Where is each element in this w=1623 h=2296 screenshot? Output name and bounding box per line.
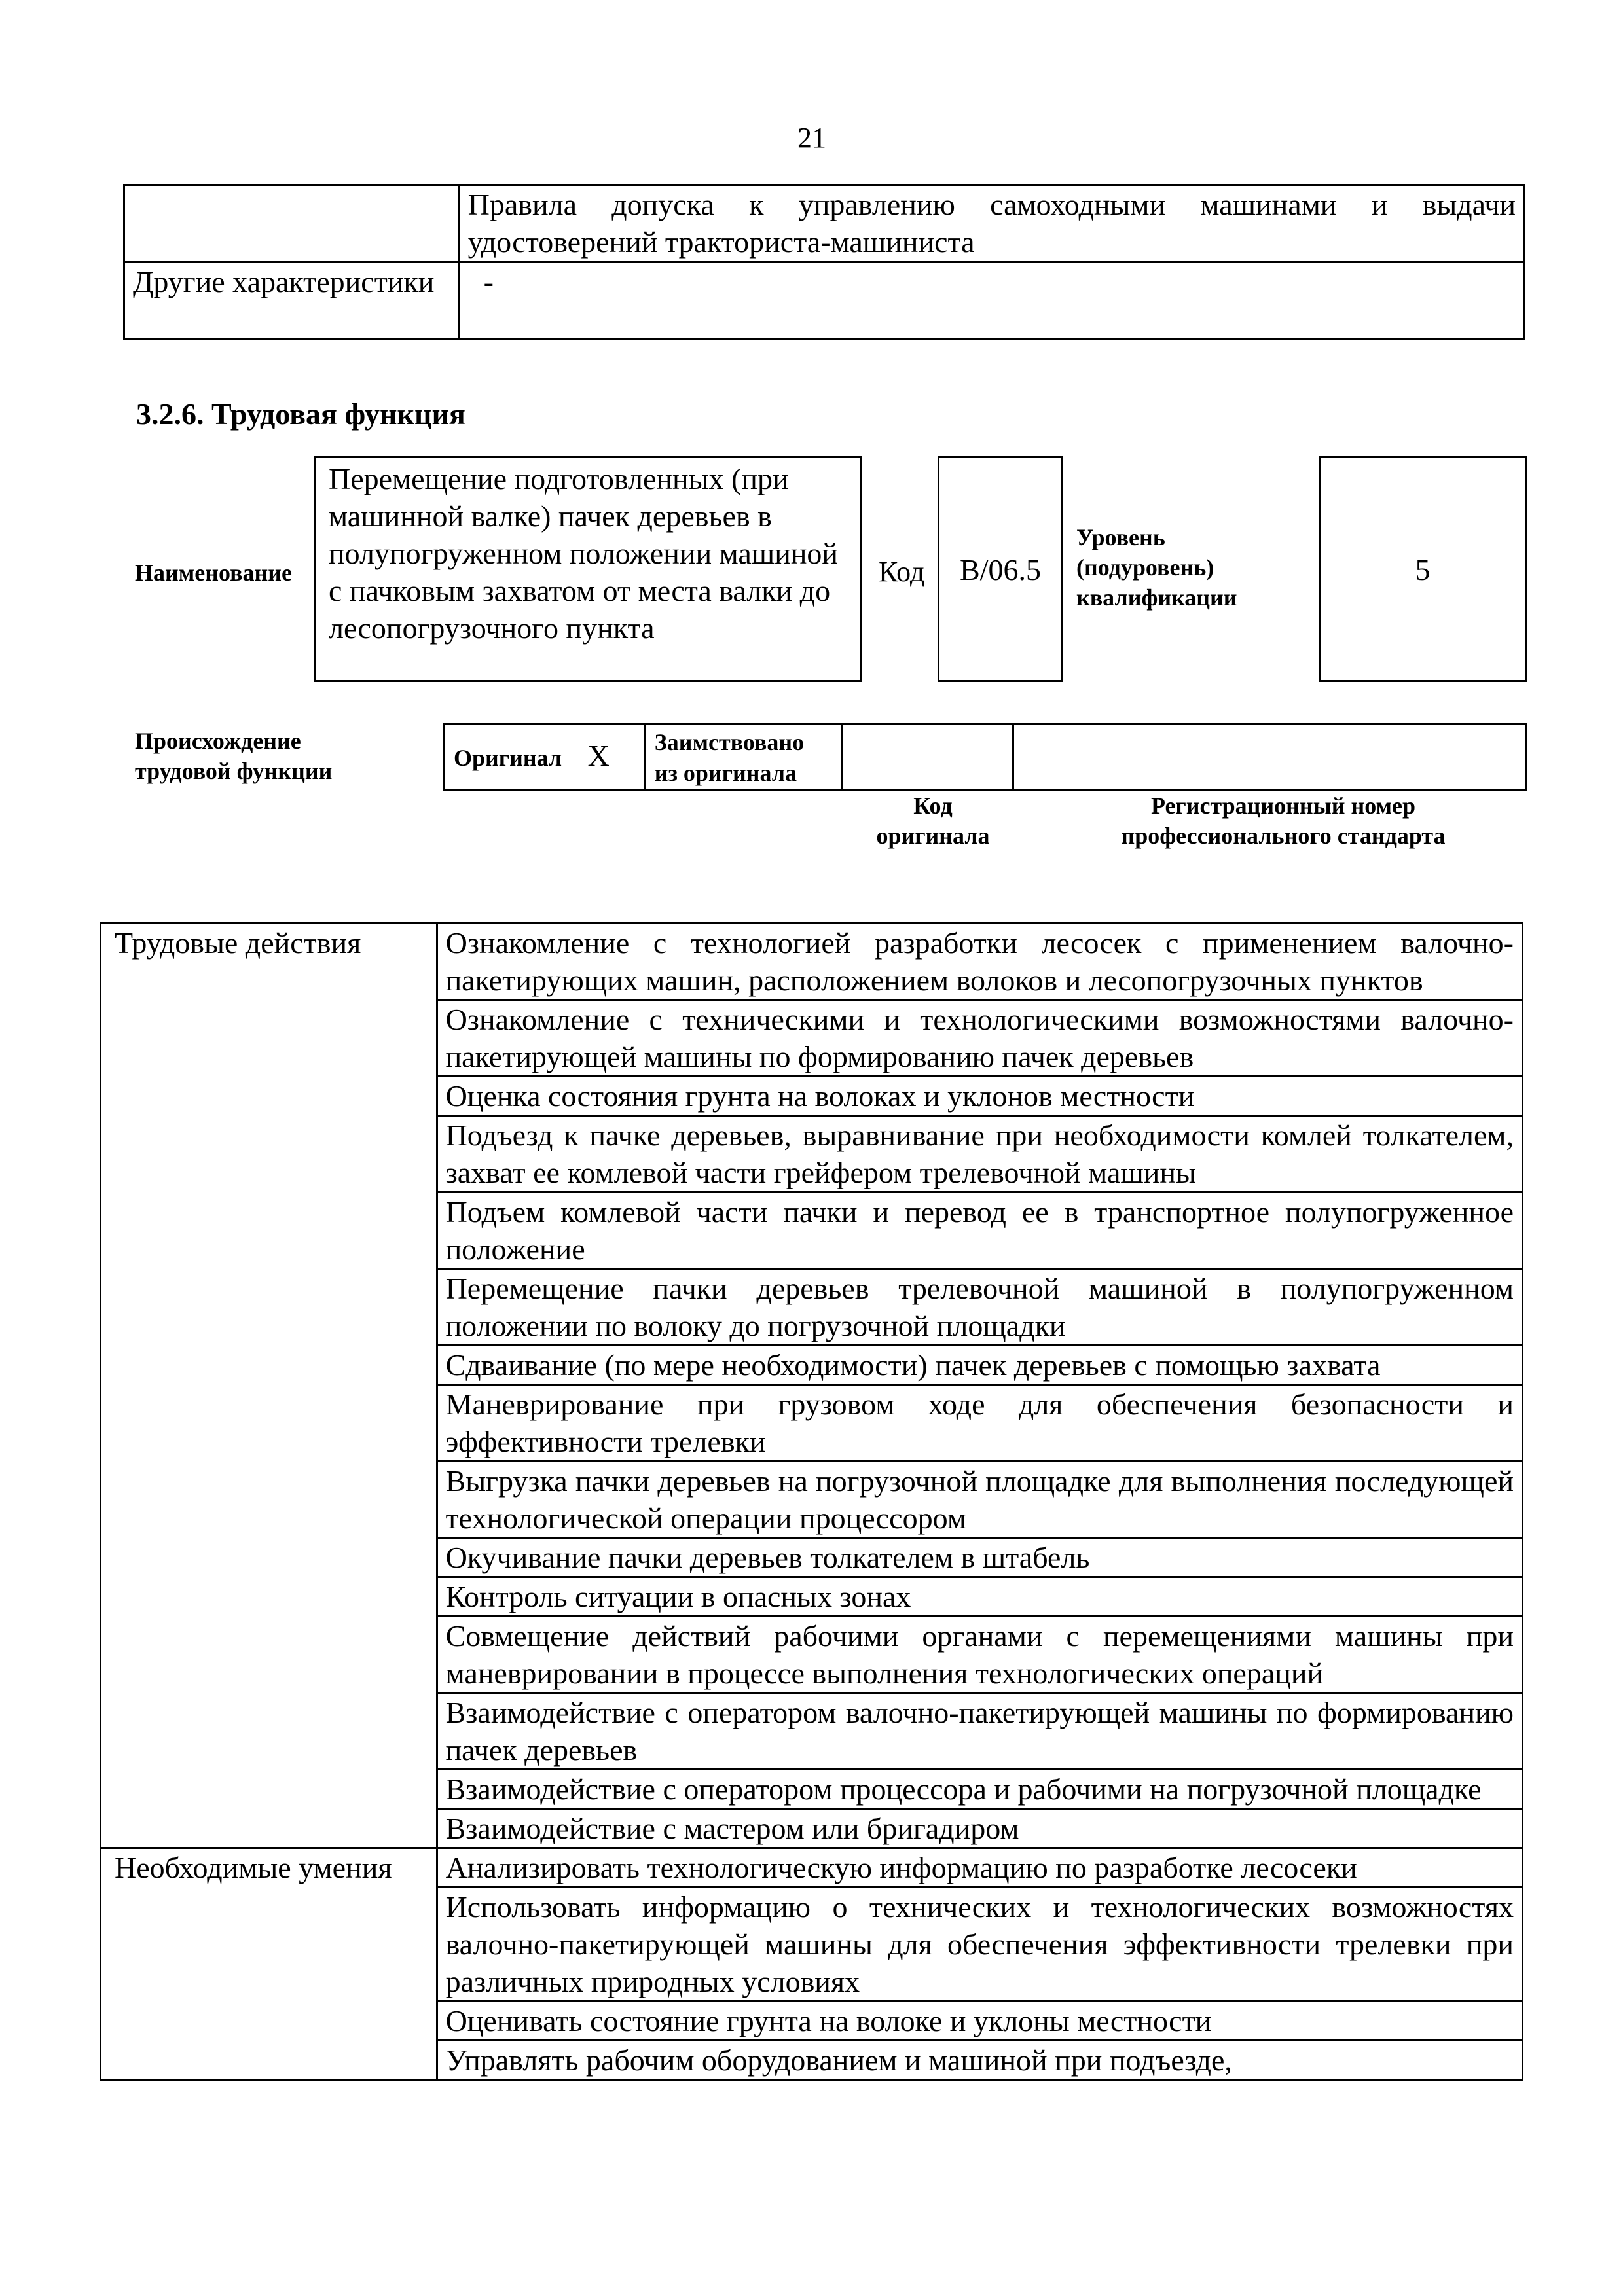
table-row (101, 924, 1523, 1000)
level-value: 5 (1415, 553, 1431, 586)
top-table-cont-text: Правила допуска к управлению самоходными машинами и выдачи удостоверений тракториста-машиниста (459, 185, 1524, 262)
top-table (123, 184, 1525, 340)
reg-number-cell (1013, 724, 1526, 790)
top-table-empty-cell (124, 185, 460, 262)
borrowed-cell (644, 724, 841, 790)
labor-actions-label: Трудовые действия (101, 924, 437, 1848)
table-cell: Маневрирование при грузовом ходе для обеспечения безопасности и эффективности трелевки (437, 1385, 1522, 1462)
table-cell: Подъезд к пачке деревьев, выравнивание при необходимости комлей толкателем, захват ее комлевой части грейфером трелевочной машины (437, 1116, 1522, 1193)
original-code-cell (841, 724, 1013, 790)
section-title: 3.2.6. Трудовая функция (136, 397, 465, 431)
table-cell: Совмещение действий рабочими органами с перемещениями машины при маневрировании в процессе выполнения технологических операций (437, 1617, 1522, 1693)
table-cell: Управлять рабочим оборудованием и машиной при подъезде, (437, 2041, 1522, 2080)
original-label: Оригинал (454, 744, 562, 771)
main-table (100, 922, 1523, 2081)
table-cell: Подъем комлевой части пачки и перевод ее в транспортное полупогруженное положение (437, 1193, 1522, 1269)
other-characteristics-value: - (459, 262, 1524, 340)
table-cell: Контроль ситуации в опасных зонах (437, 1577, 1522, 1617)
name-label: Наименование (135, 560, 292, 586)
origin-table (443, 723, 1527, 791)
original-mark: X (587, 738, 610, 772)
origin-label: Происхождение трудовой функции (135, 728, 333, 784)
table-cell: Взаимодействие с оператором процессора и рабочими на погрузочной площадке (437, 1770, 1522, 1809)
borrowed-label: Заимствовано из оригинала (654, 729, 805, 786)
table-cell: Ознакомление с техническими и технологическими возможностями валочно-пакетирующей машины по формированию пачек деревьев (437, 1000, 1522, 1077)
original-cell (444, 724, 645, 790)
table-cell: Взаимодействие с оператором валочно-пакетирующей машины по формированию пачек деревьев (437, 1693, 1522, 1770)
code-label: Код (879, 556, 925, 588)
other-characteristics-label: Другие характеристики (124, 262, 460, 340)
table-cell: Оценка состояния грунта на волоках и уклонов местности (437, 1077, 1522, 1116)
table-cell: Выгрузка пачки деревьев на погрузочной площадке для выполнения последующей технологической операции процессором (437, 1462, 1522, 1538)
required-skills-label: Необходимые умения (101, 1848, 437, 2080)
page-number: 21 (797, 122, 826, 154)
function-name-value: Перемещение подготовленных (при машинной валке) пачек деревьев в полупогруженном положении машиной с пачковым захватом от места валки до лесопогрузочного пункта (329, 462, 839, 645)
table-cell: Перемещение пачки деревьев трелевочной машиной в полупогруженном положении по волоку до погрузочной площадки (437, 1269, 1522, 1346)
code-value: B/06.5 (960, 553, 1041, 586)
table-cell: Сдваивание (по мере необходимости) пачек деревьев с помощью захвата (437, 1346, 1522, 1385)
level-label: Уровень (подуровень) квалификации (1076, 524, 1237, 611)
table-cell: Оценивать состояние грунта на волоке и уклоны местности (437, 2001, 1522, 2041)
table-cell: Окучивание пачки деревьев толкателем в штабель (437, 1538, 1522, 1577)
table-cell: Ознакомление с технологией разработки лесосек с применением валочно-пакетирующих машин, расположением волоков и лесопогрузочных пунктов (437, 924, 1522, 1000)
table-cell: Использовать информацию о технических и технологических возможностях валочно-пакетирующей машины для обеспечения эффективности трелевки при различных природных условиях (437, 1888, 1522, 2001)
table-cell: Взаимодействие с мастером или бригадиром (437, 1809, 1522, 1848)
table-row (101, 1848, 1523, 1888)
table-cell: Анализировать технологическую информацию по разработке лесосеки (437, 1848, 1522, 1888)
reg-caption: Регистрационный номер профессионального стандарта (1121, 793, 1446, 849)
code-caption: Код оригинала (876, 793, 990, 849)
